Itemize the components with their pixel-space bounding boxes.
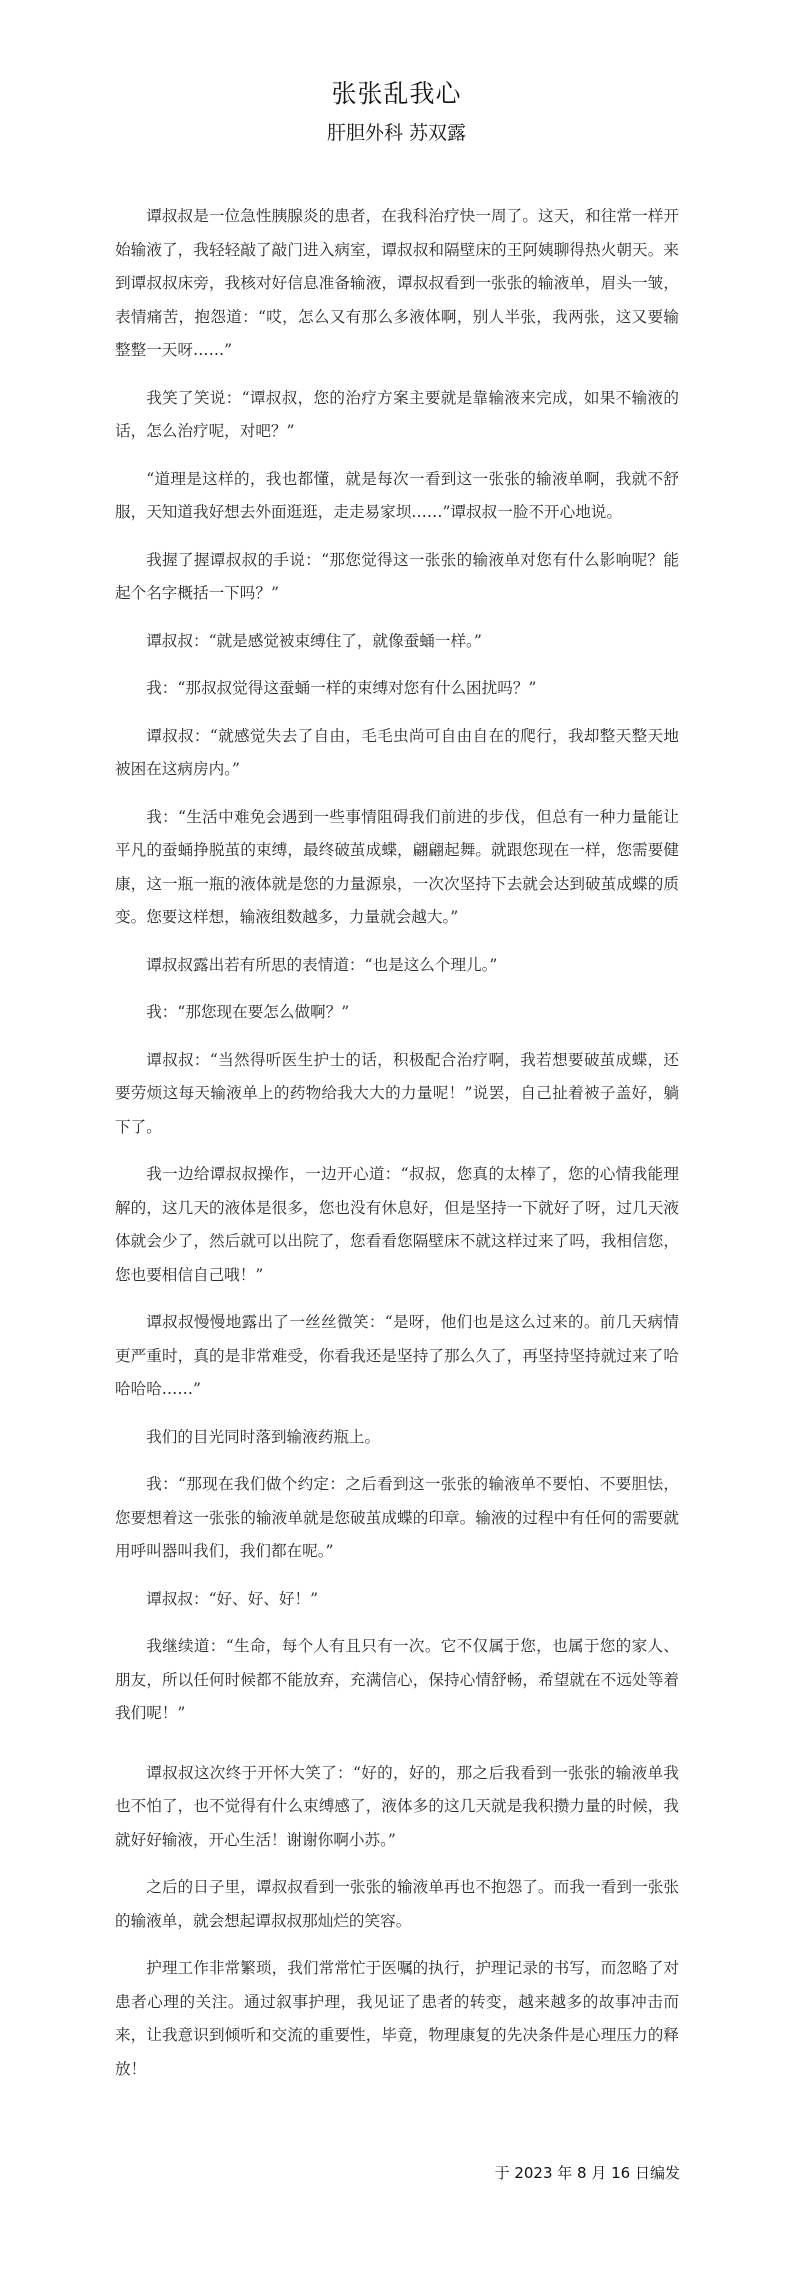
paragraph-13: 谭叔叔慢慢地露出了一丝丝微笑：“是呀，他们也是这么过来的。前几天病情更严重时，真的是非常难受，你看我还是坚持了那么久了，再坚持坚持就过来了哈哈哈哈……” xyxy=(115,1313,679,1398)
paragraph-5: 谭叔叔：“就是感觉被束缚住了，就像蚕蛹一样。” xyxy=(146,631,482,650)
article-byline: 肝胆外科 苏双露 xyxy=(326,122,467,144)
paragraph-12: 我一边给谭叔叔操作，一边开心道：“叔叔，您真的太棒了，您的心情我能理解的，这几天的液体是很多，您也没有休息好，但是坚持一下就好了呀，过几天液体就会少了，然后就可以出院了，您看看您隔壁床不就这样过来了吗，我相信您，您也要相信自己哦！” xyxy=(115,1165,679,1284)
paragraph-7: 谭叔叔：“就感觉失去了自由，毛毛虫尚可自由自在的爬行，我却整天整天地被困在这病房内。” xyxy=(115,726,679,778)
paragraph-11: 谭叔叔：“当然得听医生护士的话，积极配合治疗啊，我若想要破茧成蝶，还要劳烦这每天输液单上的药物给我大大的力量呢！”说罢，自己扯着被子盖好，躺下了。 xyxy=(115,1050,679,1136)
paragraph-3: “道理是这样的，我也都懂，就是每次一看到这一张张的输液单啊，我就不舒服，天知道我好想去外面逛逛，走走易家坝……”谭叔叔一脸不开心地说。 xyxy=(115,469,679,521)
publish-date: 于 2023 年 8 月 16 日编发 xyxy=(494,2164,680,2182)
paragraph-19: 之后的日子里，谭叔叔看到一张张的输液单再也不抱怨了。而我一看到一张张的输液单，就会想起谭叔叔那灿烂的笑容。 xyxy=(115,1878,679,1930)
article-title: 张张乱我心 xyxy=(331,79,462,108)
paragraph-8: 我：“生活中难免会遇到一些事情阻碍我们前进的步伐，但总有一种力量能让平凡的蚕蛹挣脱茧的束缚，最终破茧成蝶，翩翩起舞。就跟您现在一样，您需要健康，这一瓶一瓶的液体就是您的力量源泉，一次次坚持下去就会达到破茧成蝶的质变。您要这样想，输液组数越多，力量就会越大。” xyxy=(115,807,679,926)
paragraph-1: 谭叔叔是一位急性胰腺炎的患者，在我科治疗快一周了。这天，和往常一样开始输液了，我轻轻敲了敲门进入病室，谭叔叔和隔壁床的王阿姨聊得热火朝天。来到谭叔叔床旁，我核对好信息准备输液，谭叔叔看到一张张的输液单，眉头一皱，表情痛苦，抱怨道：“哎，怎么又有那么多液体啊，别人半张，我两张，这又要输整整一天呀……” xyxy=(115,207,679,359)
paragraph-4: 我握了握谭叔叔的手说：“那您觉得这一张张的输液单对您有什么影响呢？能起个名字概括一下吗？” xyxy=(115,550,679,602)
paragraph-17: 我继续道：“生命，每个人有且只有一次。它不仅属于您，也属于您的家人、朋友，所以任何时候都不能放弃，充满信心，保持心情舒畅，希望就在不远处等着我们呢！” xyxy=(115,1637,679,1722)
paragraph-18: 谭叔叔这次终于开怀大笑了：“好的，好的，那之后我看到一张张的输液单我也不怕了，也不觉得有什么束缚感了，液体多的这几天就是我积攒力量的时候，我就好好输液，开心生活！谢谢你啊小苏。” xyxy=(115,1763,679,1849)
article-body xyxy=(115,200,679,2086)
paragraph-15: 我：“那现在我们做个约定：之后看到这一张张的输液单不要怕、不要胆怯，您要想着这一张张的输液单就是您破茧成蝶的印章。输液的过程中有任何的需要就用呼叫器叫我们，我们都在呢。” xyxy=(115,1475,679,1560)
paragraph-14: 我们的目光同时落到输液药瓶上。 xyxy=(146,1427,381,1446)
paragraph-9: 谭叔叔露出若有所思的表情道：“也是这么个理儿。” xyxy=(146,955,498,974)
paragraph-10: 我：“那您现在要怎么做啊？” xyxy=(146,1003,350,1021)
paragraph-6: 我：“那叔叔觉得这蚕蛹一样的束缚对您有什么困扰吗？” xyxy=(146,679,537,697)
paragraph-20: 护理工作非常繁琐，我们常常忙于医嘱的执行，护理记录的书写，而忽略了对患者心理的关注。通过叙事护理，我见证了患者的转变，越来越多的故事冲击而来，让我意识到倾听和交流的重要性，毕竟，物理康复的先决条件是心理压力的释放！ xyxy=(115,1959,679,2078)
paragraph-16: 谭叔叔：“好、好、好！” xyxy=(146,1589,319,1608)
paragraph-2: 我笑了笑说：“谭叔叔，您的治疗方案主要就是靠输液来完成，如果不输液的话，怎么治疗呢，对吧？” xyxy=(115,388,679,440)
